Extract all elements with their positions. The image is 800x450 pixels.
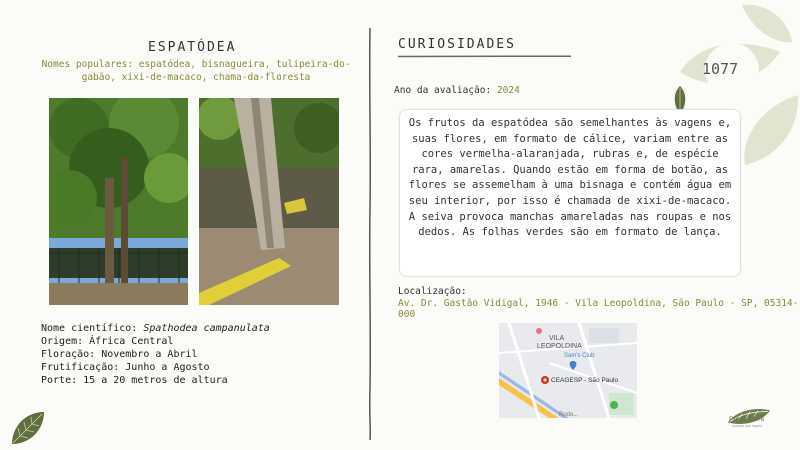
- species-title: ESPATÓDEA: [148, 40, 237, 55]
- popular-names: Nomes populares: espatódea, bisnagueira, tulipeira-do-gabão, xixi-de-macaco, chama-da-floresta: [41, 59, 351, 83]
- tree-number-badge: 1077: [702, 60, 739, 78]
- map-area-label-1: VILA: [549, 335, 565, 342]
- scientific-name: Nome científico: Spathodea campanulata: [41, 323, 270, 334]
- brand-tagline: a planta que inspira: [731, 424, 763, 428]
- tree-photo-canopy: [49, 98, 188, 305]
- location-label: Localização:: [398, 286, 467, 297]
- leaf-icon: [8, 408, 48, 448]
- location-map[interactable]: [499, 323, 637, 418]
- curiosities-description: Os frutos da espatódea são semelhantes às vagens e, suas flores, em formato de cálice, variam entre as cores vermelha-alaranjada, rubras e, de espécie rara, amarelas. Quando estão em forma de botão, as flores se assemelham à uma bisnaga e contém água em seu interior, por isso é chamada de xixi-de-macaco. A seiva provoca manchas amareladas nas roupas e nos dedos. As folhas verdes são em formato de lança.: [399, 109, 741, 277]
- tree-photo-trunk: [199, 98, 339, 305]
- title-underline: [398, 55, 571, 58]
- flowering: Floração: Novembro a Abril: [41, 349, 198, 360]
- map-road-label: Rodo...: [559, 412, 579, 418]
- origin: Origem: África Central: [41, 336, 174, 347]
- column-divider: [365, 28, 375, 440]
- brand-name: Plant Core: [729, 416, 765, 423]
- fruiting: Frutificação: Junho a Agosto: [41, 362, 210, 373]
- evaluation-year: Ano da avaliação: 2024: [394, 85, 520, 96]
- map-poi-1: Sam's Club: [564, 353, 595, 359]
- map-poi-2: CEAGESP - São Paulo: [551, 377, 619, 384]
- location-address: Av. Dr. Gastão Vidigal, 1946 - Vila Leopoldina, São Paulo - SP, 05314-000: [398, 298, 799, 320]
- species-facts: [41, 322, 270, 387]
- curiosities-title: CURIOSIDADES: [398, 37, 516, 52]
- size: Porte: 15 a 20 metros de altura: [41, 375, 228, 386]
- map-area-label-2: LEOPOLDINA: [537, 343, 582, 350]
